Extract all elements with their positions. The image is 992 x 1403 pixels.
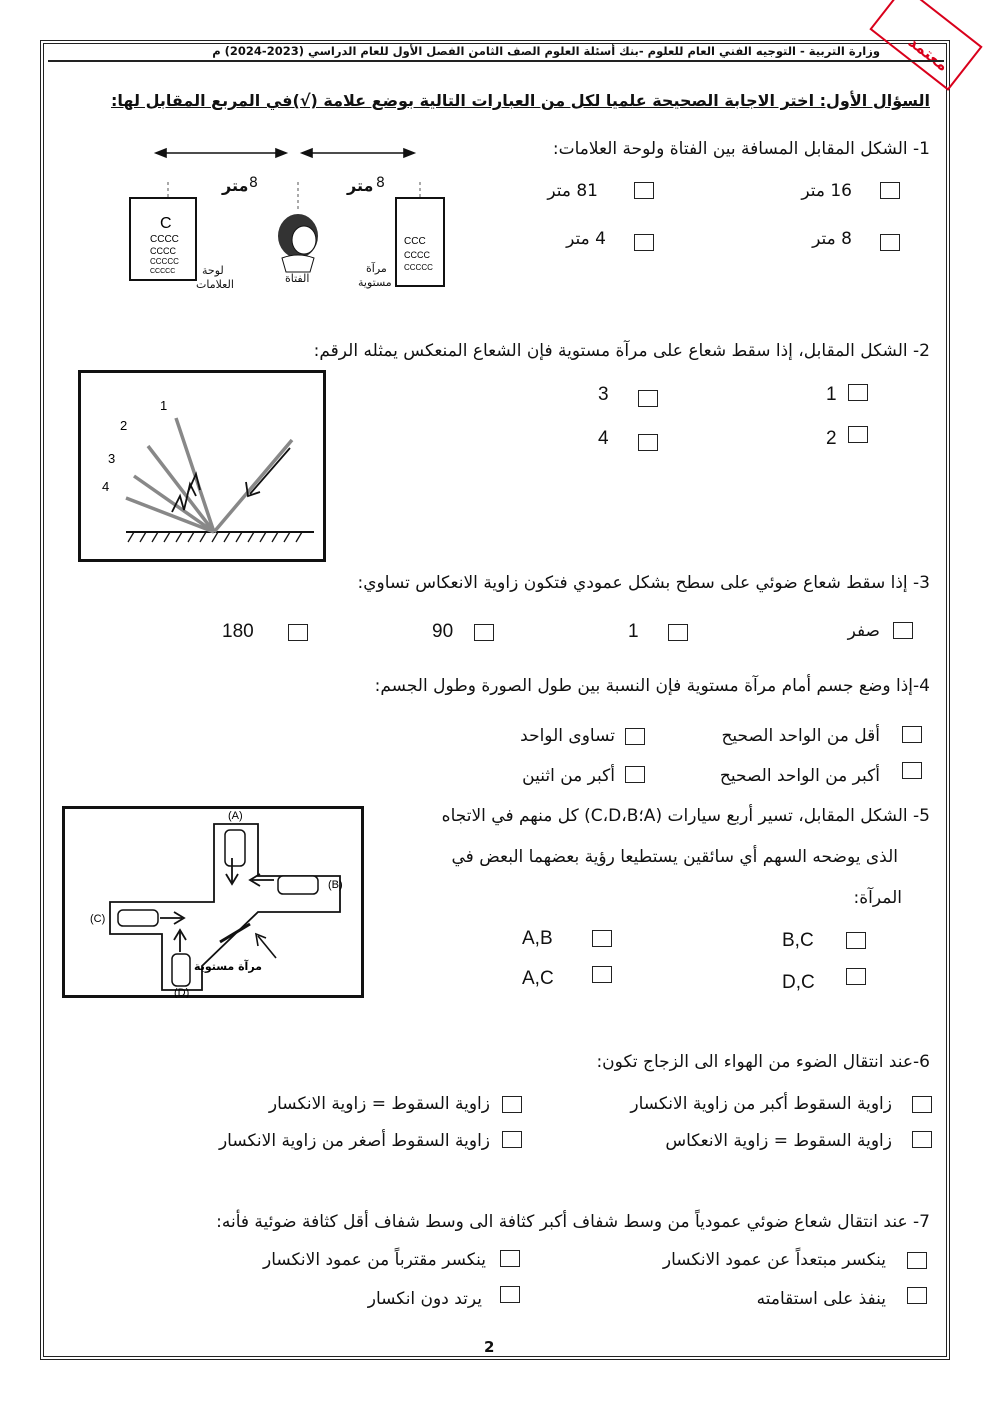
mirror-reflection-row: CCCCC — [404, 263, 433, 272]
q4-option-2: تساوى الواحد — [520, 726, 615, 746]
eye-chart-row: CCCCC — [150, 257, 179, 266]
mirror-label: مرآة مستوية — [194, 960, 262, 973]
q5-text-line-1: 5- الشكل المقابل، تسير أربع سيارات (A؛C،D،B) كل منهم في الاتجاه — [441, 806, 930, 826]
eye-chart-row: CCCCC — [150, 268, 176, 275]
q2-option-3: 2 — [826, 428, 837, 449]
q5-option-2: A,B — [522, 928, 553, 949]
mirror-reflection-row: CCC — [404, 236, 426, 247]
q5-option-1: B,C — [782, 930, 814, 951]
q7-text: 7- عند انتقال شعاع ضوئي عمودياً من وسط شفاف أكبر كثافة الى وسط شفاف أقل كثافة ضوئية فأنه: — [216, 1212, 930, 1232]
q2-option-4: 4 — [598, 428, 609, 449]
q6-option-box-1[interactable] — [912, 1096, 932, 1113]
car-c-label: (C) — [90, 913, 106, 925]
car-a-label: (A) — [228, 810, 243, 822]
q5-text-line-3: المرآة: — [853, 888, 902, 908]
q3-option-box-4[interactable] — [288, 624, 308, 641]
q1-option-1: 16 متر — [801, 181, 852, 201]
car-b-label: (B) — [328, 879, 343, 891]
q6-option-box-2[interactable] — [502, 1096, 522, 1113]
q1-option-box-3[interactable] — [880, 234, 900, 251]
q2-option-box-1[interactable] — [848, 384, 868, 401]
q3-option-box-3[interactable] — [474, 624, 494, 641]
page-number: 2 — [484, 1338, 495, 1356]
q7-option-2: ينكسر مقترباً من عمود الانكسار — [262, 1250, 486, 1270]
car-c — [118, 910, 158, 926]
car-b — [278, 876, 318, 894]
header-divider — [48, 60, 944, 62]
car-a — [225, 830, 245, 866]
q3-option-box-1[interactable] — [893, 622, 913, 639]
q2-reflection-figure — [78, 370, 326, 562]
label-mirror-2: مستوية — [358, 276, 392, 289]
ray-label-4: 4 — [102, 479, 110, 494]
q6-option-2: زاوية السقوط = زاوية الانكسار — [268, 1094, 490, 1114]
q1-option-4: 4 متر — [566, 229, 606, 249]
q7-option-box-2[interactable] — [500, 1250, 520, 1267]
q4-option-box-2[interactable] — [625, 728, 645, 745]
q4-option-box-4[interactable] — [625, 766, 645, 783]
q1-option-2: 81 متر — [547, 181, 598, 201]
q1-text: 1- الشكل المقابل المسافة بين الفتاة ولوحة العلامات: — [552, 139, 930, 159]
q3-option-box-2[interactable] — [668, 624, 688, 641]
q2-option-1: 1 — [826, 384, 837, 405]
q3-text: 3- إذا سقط شعاع ضوئي على سطح بشكل عمودي فتكون زاوية الانعكاس تساوي: — [357, 573, 930, 593]
q2-option-box-2[interactable] — [638, 390, 658, 407]
q3-option-4: 180 — [222, 621, 254, 642]
q5-option-box-4[interactable] — [592, 966, 612, 983]
q6-option-1: زاوية السقوط أكبر من زاوية الانكسار — [630, 1094, 892, 1114]
q7-option-3: ينفذ على استقامته — [756, 1289, 886, 1309]
car-d-label: (D) — [174, 987, 190, 998]
car-d — [172, 954, 190, 986]
q2-option-box-4[interactable] — [638, 434, 658, 451]
q1-option-box-2[interactable] — [634, 182, 654, 199]
q5-text-line-2: الذى يوضحه السهم أي سائقين يستطيعا رؤية بعضهما البعض في — [451, 847, 898, 867]
eye-chart-row: CCCC — [150, 234, 179, 245]
label-board-2: العلامات — [196, 278, 234, 291]
q5-cars-figure — [62, 806, 364, 998]
q1-distance-2: متر — [347, 176, 374, 195]
label-girl: الفتاة — [285, 272, 310, 285]
q1-option-box-4[interactable] — [634, 234, 654, 251]
q1-distance-1-number: 8 — [249, 175, 258, 191]
header-line: وزارة التربية - التوجيه الفني العام للعلوم -بنك أسئلة العلوم الصف الثامن الفصل الأول للعام الدراسي (2023-2024) م — [212, 44, 880, 58]
approval-stamp-text: معتمد — [904, 32, 953, 75]
label-mirror-1: مرآة — [366, 262, 387, 275]
q1-distance-2-number: 8 — [376, 175, 385, 191]
girl-face — [292, 226, 316, 254]
q5-option-box-3[interactable] — [846, 968, 866, 985]
q4-option-box-1[interactable] — [902, 726, 922, 743]
ray-label-2: 2 — [120, 418, 128, 433]
ray-label-1: 1 — [160, 398, 168, 413]
q1-option-3: 8 متر — [812, 229, 852, 249]
q7-option-box-3[interactable] — [907, 1287, 927, 1304]
q5-option-box-1[interactable] — [846, 932, 866, 949]
q7-option-1: ينكسر مبتعداً عن عمود الانكسار — [662, 1250, 886, 1270]
q7-option-box-1[interactable] — [907, 1252, 927, 1269]
q2-option-2: 3 — [598, 384, 609, 405]
q2-text: 2- الشكل المقابل، إذا سقط شعاع على مرآة مستوية فإن الشعاع المنعكس يمثله الرقم: — [313, 341, 930, 361]
q7-option-4: يرتد دون انكسار — [367, 1289, 482, 1309]
q7-option-box-4[interactable] — [500, 1286, 520, 1303]
q3-option-2: 1 — [628, 621, 639, 642]
q5-option-4: A,C — [522, 968, 554, 989]
q4-option-box-3[interactable] — [902, 762, 922, 779]
q3-option-1: صفر — [847, 621, 880, 641]
eye-chart-row: CCCC — [150, 246, 176, 256]
q6-option-3: زاوية السقوط = زاوية الانعكاس — [665, 1131, 892, 1151]
q4-option-3: أكبر من الواحد الصحيح — [719, 766, 880, 786]
eye-chart-letter: C — [160, 215, 172, 232]
girl-body — [282, 255, 314, 272]
section-title: السؤال الأول: اختر الاجابة الصحيحة علميا لكل من العبارات التالية بوضع علامة (√)في المربع المقابل لها: — [111, 91, 930, 110]
q4-option-1: أقل من الواحد الصحيح — [721, 726, 880, 746]
q6-option-box-3[interactable] — [912, 1131, 932, 1148]
q5-option-3: D,C — [782, 972, 815, 993]
q1-option-box-1[interactable] — [880, 182, 900, 199]
q6-option-4: زاوية السقوط أصغر من زاوية الانكسار — [218, 1131, 490, 1151]
q6-option-box-4[interactable] — [502, 1131, 522, 1148]
q3-option-3: 90 — [432, 621, 454, 642]
q4-text: 4-إذا وضع جسم أمام مرآة مستوية فإن النسبة بين طول الصورة وطول الجسم: — [374, 676, 930, 696]
q6-text: 6-عند انتقال الضوء من الهواء الى الزجاج تكون: — [596, 1052, 930, 1072]
ray-label-3: 3 — [108, 451, 116, 466]
q1-distance-1: متر — [222, 176, 249, 195]
q4-option-4: أكبر من اثنين — [522, 766, 615, 786]
label-board-1: لوحة — [202, 264, 224, 277]
mirror-reflection-row: CCCC — [404, 250, 430, 260]
q5-option-box-2[interactable] — [592, 930, 612, 947]
q2-option-box-3[interactable] — [848, 426, 868, 443]
